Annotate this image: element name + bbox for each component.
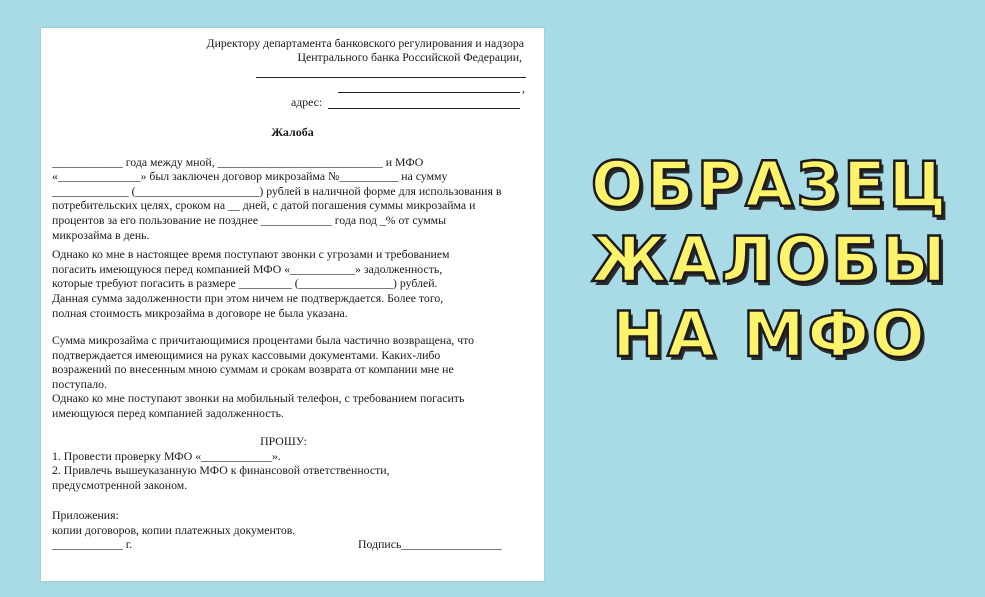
paragraph-line: поступало. <box>52 377 108 391</box>
header-comma: , <box>522 81 525 95</box>
paragraph-line: ____________ года между мной, ____________________________ и МФО <box>52 155 424 169</box>
header-blank-line <box>338 92 520 93</box>
paragraph-line: «______________» был заключен договор микрозайма №__________ на сумму <box>52 169 448 183</box>
headline-line-3: НА МФО <box>612 298 928 371</box>
date-line: ____________ г. <box>52 537 133 551</box>
request-item: 2. Привлечь вышеуказанную МФО к финансовой ответственности, <box>52 463 390 477</box>
paragraph-line: погасить имеющуюся перед компанией МФО «___________» задолженность, <box>52 262 443 276</box>
paragraph-line: подтверждается имеющимися на руках кассовыми документами. Каких-либо <box>52 348 441 362</box>
paragraph-line: которые требуют погасить в размере _________ (________________) рублей. <box>52 276 438 290</box>
paragraph-line: _____________ (_____________________) рублей в наличной форме для использования в <box>52 184 502 198</box>
paragraph-line: Однако ко мне поступают звонки на мобильный телефон, с требованием погасить <box>52 391 465 405</box>
paragraph-line: процентов за его пользование не позднее ____________ года под _% от суммы <box>52 213 447 227</box>
document-title: Жалоба <box>271 125 314 139</box>
paragraph-line: возражений по внесенным мною суммам и срокам возврата от компании мне не <box>52 362 454 376</box>
request-item: 1. Провести проверку МФО «____________». <box>52 449 281 463</box>
header-recipient: Директору департамента банковского регулирования и надзора <box>206 36 524 50</box>
signature-line: Подпись_________________ <box>358 537 502 551</box>
paragraph-line: Сумма микрозайма с причитающимися процентами была частично возвращена, что <box>52 333 475 347</box>
paragraph-line: потребительских целях, сроком на __ дней, с датой погашения суммы микрозайма и <box>52 198 476 212</box>
complaint-document <box>41 28 544 581</box>
paragraph-line: микрозайма в день. <box>52 228 150 242</box>
header-blank-line <box>256 77 526 78</box>
address-label: адрес: <box>291 95 323 109</box>
header-bank: Центрального банка Российской Федерации, <box>297 50 522 64</box>
address-blank-line <box>328 108 520 109</box>
attachments-text: копии договоров, копии платежных документов. <box>52 523 296 537</box>
paragraph-line: полная стоимость микрозайма в договоре не была указана. <box>52 306 348 320</box>
paragraph-line: Однако ко мне в настоящее время поступают звонки с угрозами и требованием <box>52 247 450 261</box>
request-item: предусмотренной законом. <box>52 478 188 492</box>
paragraph-line: имеющуюся перед компанией задолженность. <box>52 406 284 420</box>
headline-line-1: ОБРАЗЕЦ <box>590 148 950 221</box>
headline-line-2: ЖАЛОБЫ <box>591 223 949 296</box>
request-heading: ПРОШУ: <box>260 434 307 448</box>
attachments-label: Приложения: <box>52 508 119 522</box>
paragraph-line: Данная сумма задолженности при этом ничем не подтверждается. Более того, <box>52 291 444 305</box>
